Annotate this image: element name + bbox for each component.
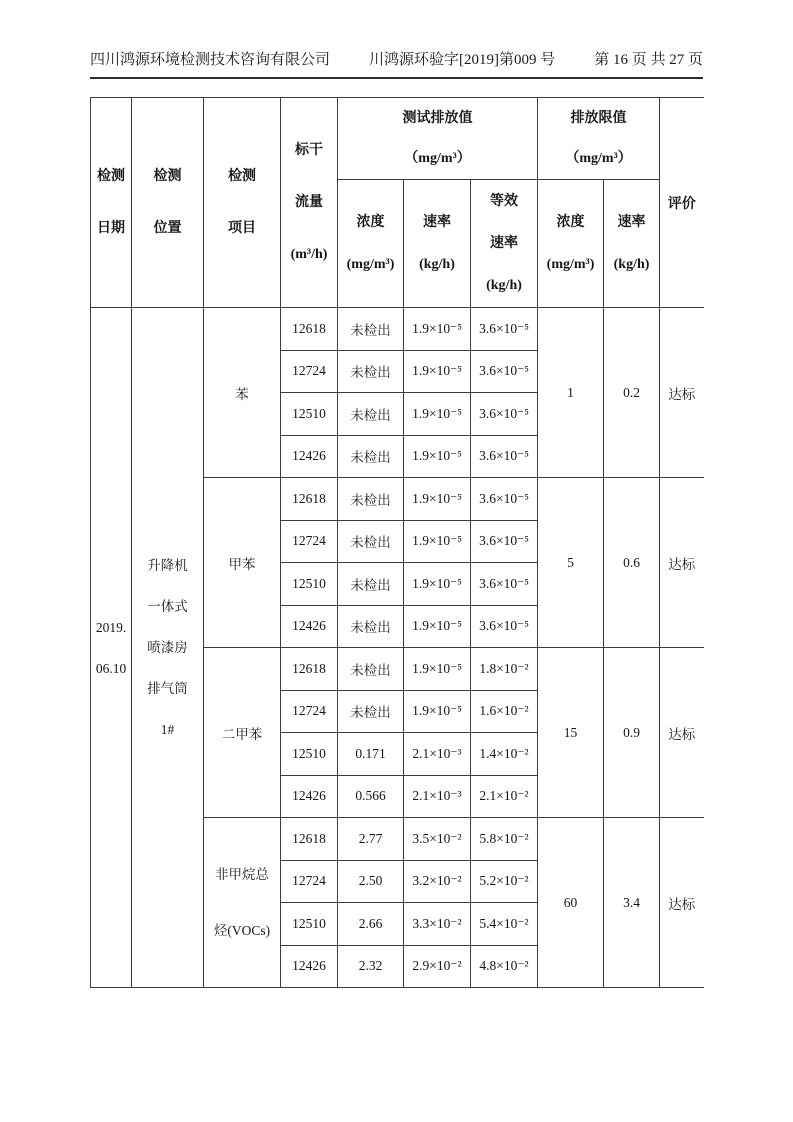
evaluation-cell: 达标	[660, 478, 704, 648]
concentration-cell: 未检出	[338, 648, 404, 691]
rate-cell: 1.9×10⁻⁵	[404, 393, 471, 436]
flow-cell: 12724	[281, 690, 338, 733]
equivalent-rate-cell: 1.6×10⁻²	[471, 690, 538, 733]
cell-item-name: 非甲烷总 烃(VOCs)	[204, 818, 281, 988]
flow-cell: 12510	[281, 393, 338, 436]
flow-cell: 12426	[281, 605, 338, 648]
equivalent-rate-cell: 4.8×10⁻²	[471, 945, 538, 988]
flow-cell: 12510	[281, 733, 338, 776]
flow-cell: 12618	[281, 308, 338, 351]
equivalent-rate-cell: 5.8×10⁻²	[471, 818, 538, 861]
emission-test-table	[90, 97, 704, 988]
concentration-cell: 0.566	[338, 775, 404, 818]
page-header	[90, 48, 703, 79]
evaluation-cell: 达标	[660, 818, 704, 988]
limit-concentration-cell: 15	[538, 648, 604, 818]
flow-cell: 12618	[281, 648, 338, 691]
flow-cell: 12510	[281, 903, 338, 946]
rate-cell: 1.9×10⁻⁵	[404, 690, 471, 733]
cell-item-name: 苯	[204, 308, 281, 478]
equivalent-rate-cell: 5.4×10⁻²	[471, 903, 538, 946]
flow-cell: 12724	[281, 860, 338, 903]
col-header-evaluation: 评价	[660, 98, 704, 308]
limit-concentration-cell: 5	[538, 478, 604, 648]
col-header-limit-concentration: 浓度 (mg/m³)	[538, 180, 604, 308]
rate-cell: 2.1×10⁻³	[404, 733, 471, 776]
concentration-cell: 2.66	[338, 903, 404, 946]
cell-test-date: 2019. 06.10	[91, 308, 132, 988]
concentration-cell: 2.77	[338, 818, 404, 861]
equivalent-rate-cell: 3.6×10⁻⁵	[471, 478, 538, 521]
col-header-equivalent-rate: 等效 速率 (kg/h)	[471, 180, 538, 308]
equivalent-rate-cell: 1.8×10⁻²	[471, 648, 538, 691]
rate-cell: 1.9×10⁻⁵	[404, 478, 471, 521]
limit-rate-cell: 0.9	[604, 648, 660, 818]
concentration-cell: 未检出	[338, 605, 404, 648]
concentration-cell: 未检出	[338, 435, 404, 478]
rate-cell: 1.9×10⁻⁵	[404, 308, 471, 351]
rate-cell: 3.2×10⁻²	[404, 860, 471, 903]
document-number: 川鸿源环验字[2019]第009 号	[369, 52, 556, 68]
equivalent-rate-cell: 3.6×10⁻⁵	[471, 563, 538, 606]
rate-cell: 1.9×10⁻⁵	[404, 520, 471, 563]
rate-cell: 3.3×10⁻²	[404, 903, 471, 946]
limit-concentration-cell: 1	[538, 308, 604, 478]
col-header-limit-values: 排放限值 （mg/m³）	[538, 98, 660, 180]
rate-cell: 3.5×10⁻²	[404, 818, 471, 861]
concentration-cell: 未检出	[338, 520, 404, 563]
cell-item-name: 甲苯	[204, 478, 281, 648]
flow-cell: 12426	[281, 435, 338, 478]
col-header-test-rate: 速率 (kg/h)	[404, 180, 471, 308]
concentration-cell: 未检出	[338, 563, 404, 606]
concentration-cell: 未检出	[338, 690, 404, 733]
page-number-label: 第 16 页 共 27 页	[594, 52, 703, 68]
flow-cell: 12426	[281, 945, 338, 988]
flow-cell: 12618	[281, 818, 338, 861]
equivalent-rate-cell: 3.6×10⁻⁵	[471, 605, 538, 648]
cell-item-name: 二甲苯	[204, 648, 281, 818]
rate-cell: 1.9×10⁻⁵	[404, 350, 471, 393]
cell-test-location: 升降机 一体式 喷漆房 排气筒 1#	[132, 308, 204, 988]
limit-rate-cell: 0.6	[604, 478, 660, 648]
flow-cell: 12426	[281, 775, 338, 818]
equivalent-rate-cell: 3.6×10⁻⁵	[471, 435, 538, 478]
limit-concentration-cell: 60	[538, 818, 604, 988]
col-header-limit-rate: 速率 (kg/h)	[604, 180, 660, 308]
col-header-location: 检测 位置	[132, 98, 204, 308]
concentration-cell: 2.32	[338, 945, 404, 988]
rate-cell: 2.9×10⁻²	[404, 945, 471, 988]
flow-cell: 12510	[281, 563, 338, 606]
table-row	[91, 308, 704, 351]
equivalent-rate-cell: 3.6×10⁻⁵	[471, 520, 538, 563]
equivalent-rate-cell: 3.6×10⁻⁵	[471, 393, 538, 436]
company-name: 四川鸿源环境检测技术咨询有限公司	[90, 52, 331, 68]
rate-cell: 1.9×10⁻⁵	[404, 605, 471, 648]
concentration-cell: 未检出	[338, 478, 404, 521]
evaluation-cell: 达标	[660, 648, 704, 818]
col-header-test-values: 测试排放值 （mg/m³）	[338, 98, 538, 180]
flow-cell: 12724	[281, 520, 338, 563]
concentration-cell: 0.171	[338, 733, 404, 776]
equivalent-rate-cell: 1.4×10⁻²	[471, 733, 538, 776]
col-header-date: 检测 日期	[91, 98, 132, 308]
col-header-item: 检测 项目	[204, 98, 281, 308]
concentration-cell: 未检出	[338, 350, 404, 393]
equivalent-rate-cell: 3.6×10⁻⁵	[471, 308, 538, 351]
rate-cell: 1.9×10⁻⁵	[404, 648, 471, 691]
concentration-cell: 未检出	[338, 308, 404, 351]
limit-rate-cell: 3.4	[604, 818, 660, 988]
evaluation-cell: 达标	[660, 308, 704, 478]
rate-cell: 1.9×10⁻⁵	[404, 563, 471, 606]
flow-cell: 12724	[281, 350, 338, 393]
equivalent-rate-cell: 3.6×10⁻⁵	[471, 350, 538, 393]
rate-cell: 2.1×10⁻³	[404, 775, 471, 818]
col-header-flow: 标干 流量 (m³/h)	[281, 98, 338, 308]
concentration-cell: 未检出	[338, 393, 404, 436]
concentration-cell: 2.50	[338, 860, 404, 903]
flow-cell: 12618	[281, 478, 338, 521]
limit-rate-cell: 0.2	[604, 308, 660, 478]
equivalent-rate-cell: 2.1×10⁻²	[471, 775, 538, 818]
equivalent-rate-cell: 5.2×10⁻²	[471, 860, 538, 903]
col-header-test-concentration: 浓度 (mg/m³)	[338, 180, 404, 308]
rate-cell: 1.9×10⁻⁵	[404, 435, 471, 478]
